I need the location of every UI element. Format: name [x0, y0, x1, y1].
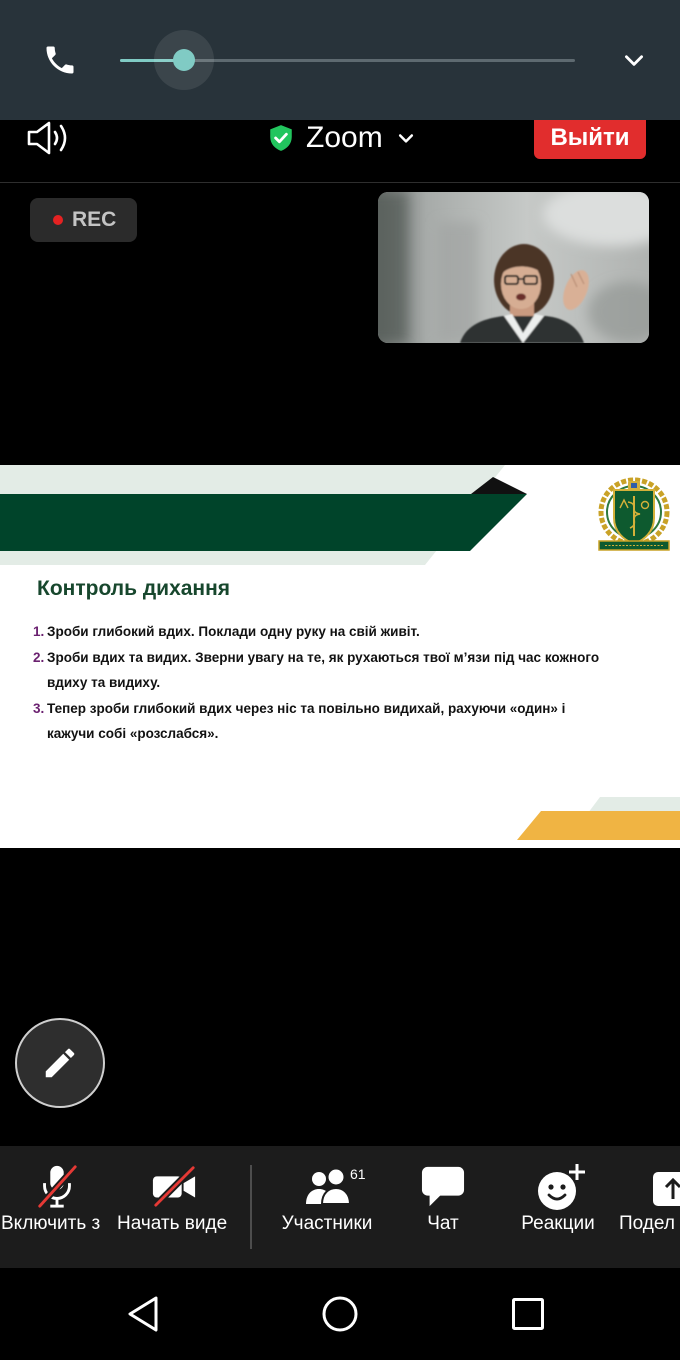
unmute-label: Включить з — [1, 1213, 101, 1234]
list-item-number: 1. — [33, 624, 45, 639]
university-logo — [599, 480, 669, 550]
toolbar-separator — [250, 1165, 252, 1249]
share-label: Подел — [619, 1213, 675, 1234]
phone-icon — [42, 42, 78, 78]
recording-label: REC — [72, 208, 117, 231]
meeting-title: Zoom — [306, 121, 383, 154]
reactions-icon — [536, 1162, 586, 1212]
slide-title: Контроль дихання — [37, 577, 231, 600]
system-navigation-bar — [0, 1268, 680, 1360]
shared-slide[interactable] — [0, 465, 680, 848]
home-icon — [321, 1295, 359, 1333]
mic-muted-icon — [34, 1163, 80, 1209]
chat-button[interactable] — [403, 1146, 483, 1268]
participants-icon — [304, 1166, 352, 1206]
participant-video-thumbnail[interactable] — [378, 192, 649, 343]
meeting-title-dropdown[interactable] — [262, 120, 422, 156]
header-divider — [0, 182, 680, 183]
video-off-icon — [150, 1163, 198, 1209]
list-item-number: 3. — [33, 700, 45, 716]
list-item-text: вдиху та видиху. — [47, 675, 161, 690]
chevron-down-icon — [396, 128, 416, 148]
list-item — [33, 696, 599, 747]
reactions-label: Реакции — [521, 1213, 595, 1234]
share-icon — [652, 1170, 680, 1208]
list-item-text: кажучи собі «розслабся». — [47, 726, 219, 741]
phone-button[interactable] — [30, 30, 90, 90]
participant-video-image — [378, 192, 649, 343]
volume-slider-thumb[interactable] — [173, 49, 195, 71]
participants-count-badge: 61 — [350, 1166, 366, 1182]
list-item-text: Зроби глибокий вдих. Поклади одну руку на свій живіт. — [47, 624, 420, 639]
reactions-button[interactable] — [508, 1146, 608, 1268]
volume-slider[interactable] — [120, 40, 575, 80]
recording-badge — [30, 198, 137, 242]
meeting-toolbar — [0, 1146, 680, 1268]
list-item-number: 2. — [33, 649, 45, 665]
chevron-down-icon — [621, 47, 647, 73]
expand-notification-button[interactable] — [610, 36, 658, 84]
list-item — [33, 619, 599, 645]
participants-label: Участники — [281, 1213, 373, 1234]
share-button[interactable] — [619, 1146, 680, 1268]
home-button[interactable] — [318, 1292, 362, 1336]
start-video-button[interactable] — [117, 1146, 232, 1268]
recents-button[interactable] — [506, 1292, 550, 1336]
slide-instruction-list — [33, 619, 599, 747]
annotate-button[interactable] — [15, 1018, 105, 1108]
leave-button[interactable]: Выйти — [534, 120, 646, 159]
recording-dot-icon — [53, 215, 63, 225]
pencil-icon — [41, 1044, 79, 1082]
unmute-button[interactable] — [0, 1146, 115, 1268]
list-item — [33, 645, 599, 696]
recents-icon — [511, 1297, 545, 1331]
shield-check-icon — [268, 124, 294, 152]
chat-icon — [420, 1165, 466, 1209]
back-icon — [126, 1295, 160, 1333]
speaker-icon — [24, 120, 76, 156]
back-button[interactable] — [121, 1292, 165, 1336]
list-item-text: Тепер зроби глибокий вдих через ніс та повільно видихай, рахуючи «один» і — [47, 700, 566, 716]
participants-button[interactable] — [262, 1146, 392, 1268]
speaker-button[interactable] — [24, 120, 76, 156]
start-video-label: Начать виде — [117, 1213, 228, 1234]
list-item-text: Зроби вдих та видих. Зверни увагу на те, як рухаються твої м’язи під час кожного — [47, 649, 600, 665]
chat-label: Чат — [427, 1213, 459, 1234]
